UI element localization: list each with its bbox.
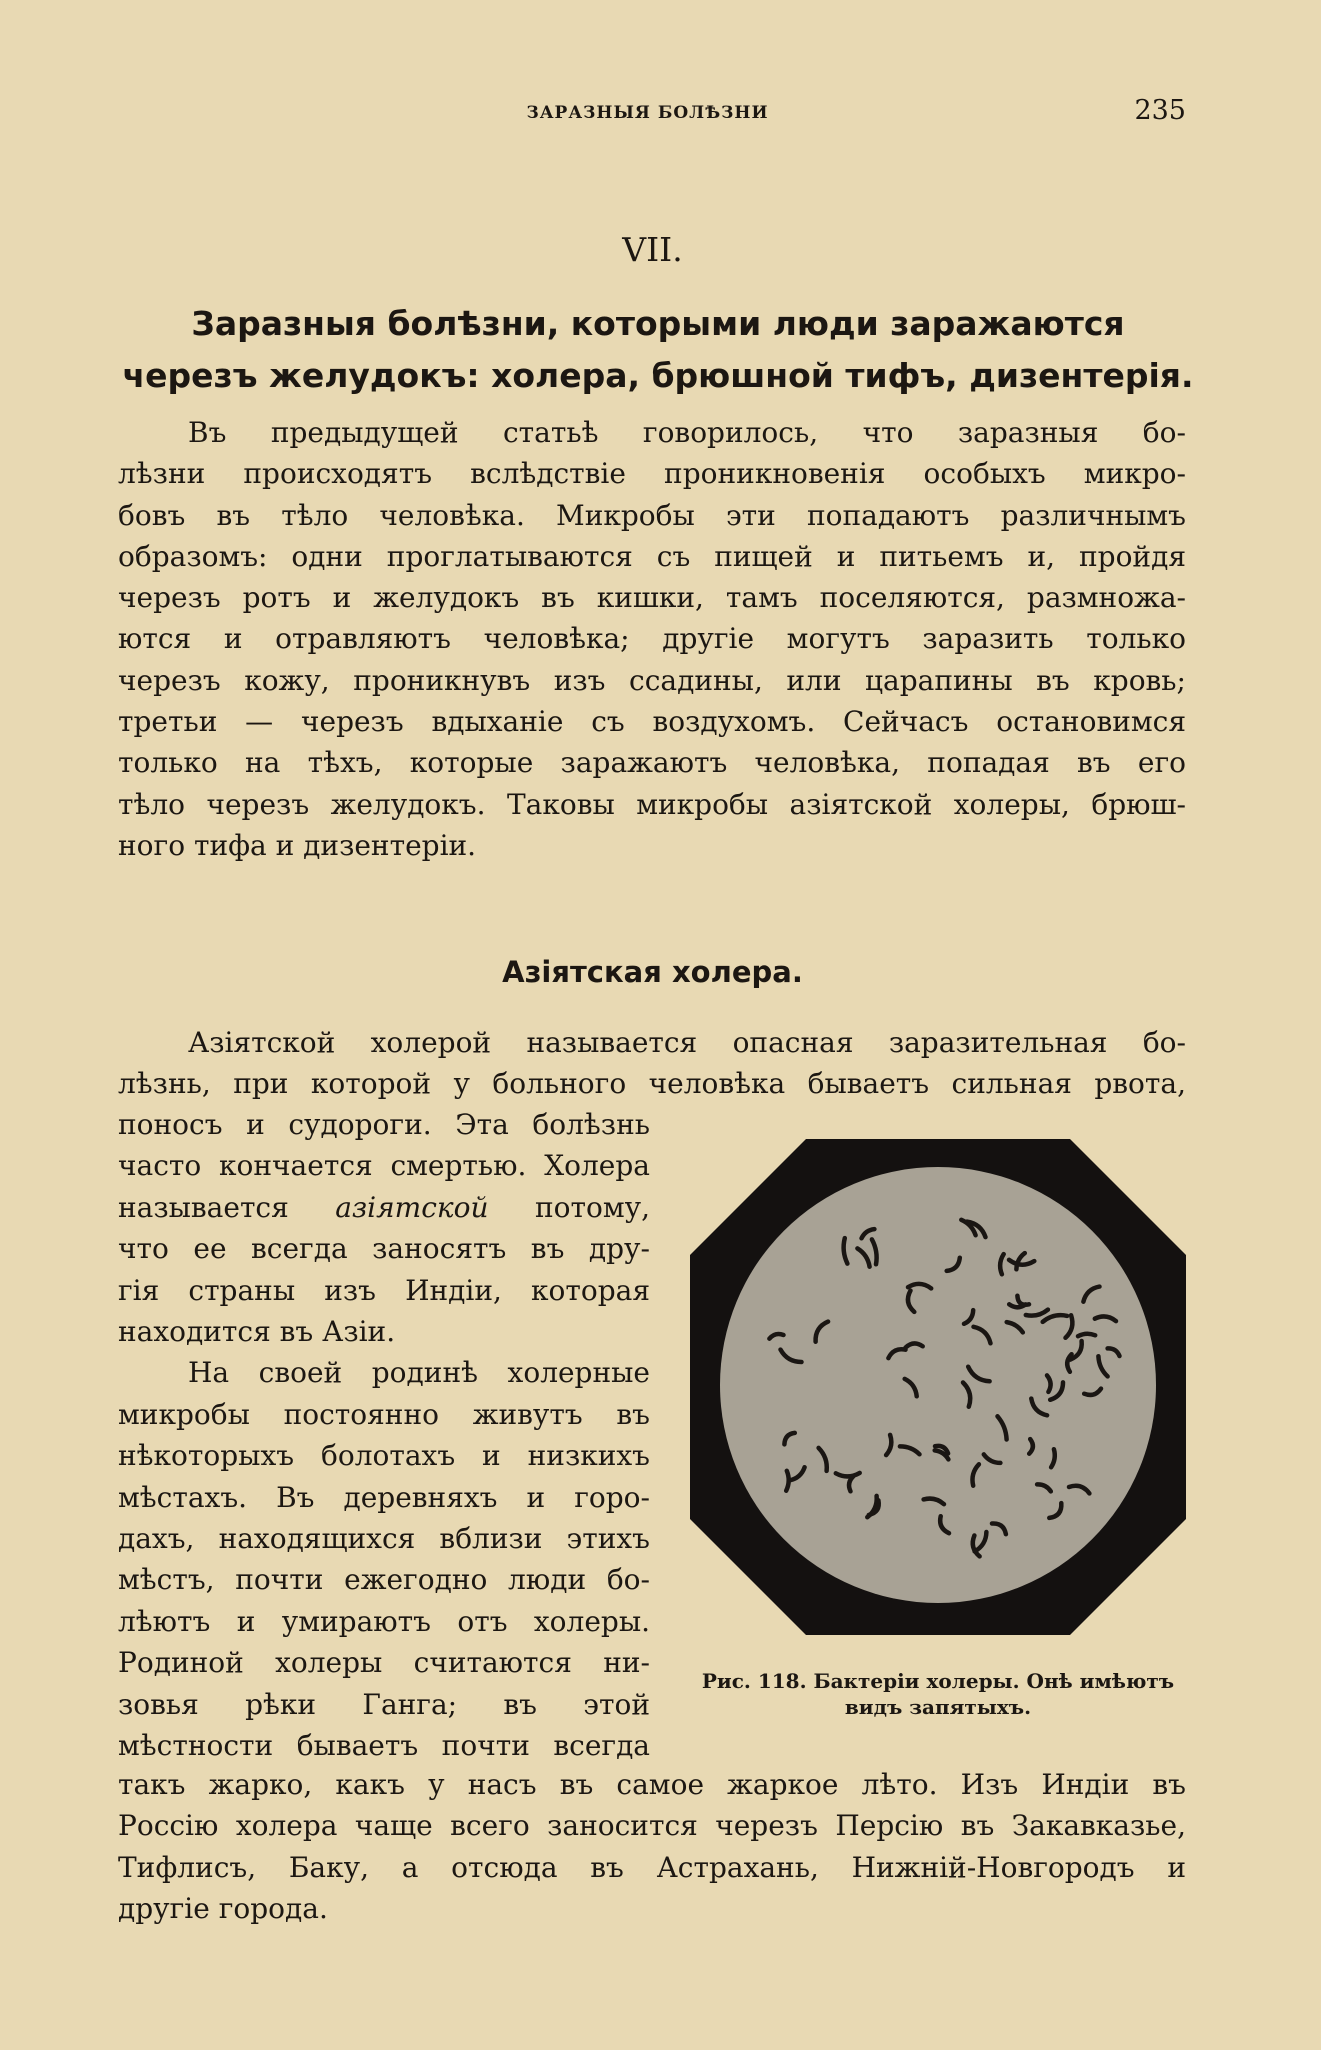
text-line: лѣютъ и умираютъ отъ холеры. xyxy=(118,1604,650,1638)
chapter-title-line: черезъ желудокъ: холера, брюшной тифъ, дизентерія. xyxy=(122,356,1194,395)
text-line: только на тѣхъ, которые заражаютъ человѣка, попадая въ его xyxy=(118,746,1186,780)
text-line: бовъ въ тѣло человѣка. Микробы эти попадаютъ различнымъ xyxy=(118,498,1186,532)
text-line: Родиной холеры считаются ни- xyxy=(118,1646,650,1680)
text-line: зовья рѣки Ганга; въ этой xyxy=(118,1687,650,1721)
italic-term: азіятской xyxy=(335,1190,489,1224)
text-line: Азіятской холерой называется опасная заразительная бо- xyxy=(188,1026,1186,1059)
text-line: часто кончается смертью. Холера xyxy=(118,1149,650,1183)
text-line: лѣзни происходятъ вслѣдствіе проникновенія особыхъ микро- xyxy=(118,457,1186,491)
page-number: 235 xyxy=(1134,95,1186,126)
cholera-bacteria-figure xyxy=(688,1137,1188,1637)
text-line: Россію холера чаще всего заносится черезъ Персію въ Закавказье, xyxy=(118,1809,1186,1843)
caption-line: Рис. 118. Бактеріи холеры. Онѣ имѣютъ xyxy=(701,1669,1175,1693)
text-line: гія страны изъ Индіи, которая xyxy=(118,1273,650,1307)
cholera-paragraph-start xyxy=(118,1022,1186,1105)
text-line: ются и отравляютъ человѣка; другіе могутъ заразить только xyxy=(118,622,1186,656)
microscope-illustration xyxy=(688,1137,1188,1637)
microscope-field xyxy=(720,1167,1156,1603)
text-line: мѣстахъ. Въ деревняхъ и горо- xyxy=(118,1480,650,1514)
wrapped-text-column xyxy=(118,1104,650,1767)
text-line: другіе города. xyxy=(118,1891,328,1925)
text-line: такъ жарко, какъ у насъ въ самое жаркое лѣто. Изъ Индіи въ xyxy=(118,1768,1186,1801)
text-line: На своей родинѣ холерные xyxy=(188,1356,650,1390)
subheading: Азіятская холера. xyxy=(502,955,803,989)
text-line: дахъ, находящихся вблизи этихъ xyxy=(118,1522,650,1556)
intro-paragraph xyxy=(118,412,1186,866)
text-line: что ее всегда заносятъ въ дру- xyxy=(118,1232,650,1266)
section-number: VII. xyxy=(622,230,683,269)
cholera-paragraph-end xyxy=(118,1764,1186,1929)
figure-caption xyxy=(682,1668,1194,1720)
text-line: нѣкоторыхъ болотахъ и низкихъ xyxy=(118,1439,650,1473)
text-line: образомъ: одни проглатываются съ пищей и питьемъ и, пройдя xyxy=(118,539,1186,573)
caption-line: видъ запятыхъ. xyxy=(844,1695,1032,1719)
text-line: микробы постоянно живутъ въ xyxy=(118,1397,650,1431)
text-line: Тифлисъ, Баку, а отсюда въ Астрахань, Нижній-Новгородъ и xyxy=(118,1850,1186,1884)
text-line: тѣло черезъ желудокъ. Таковы микробы азіятской холеры, брюш- xyxy=(118,787,1186,821)
text-fragment: потому, xyxy=(488,1190,650,1224)
text-line: черезъ кожу, проникнувъ изъ ссадины, или царапины въ кровь; xyxy=(118,663,1186,697)
text-line: Въ предыдущей статьѣ говорилось, что заразныя бо- xyxy=(188,416,1186,449)
text-line: черезъ ротъ и желудокъ въ кишки, тамъ поселяются, размножа- xyxy=(118,581,1186,615)
chapter-title xyxy=(118,298,1198,402)
text-line: находится въ Азіи. xyxy=(118,1315,396,1349)
running-header: ЗАРАЗНЫЯ БОЛѢЗНИ xyxy=(526,103,769,123)
text-line: лѣзнь, при которой у больного человѣка бываетъ сильная рвота, xyxy=(118,1067,1186,1101)
text-line: третьи — черезъ вдыханіе съ воздухомъ. Сейчасъ остановимся xyxy=(118,705,1186,739)
chapter-title-line: Заразныя болѣзни, которыми люди заражаются xyxy=(191,304,1125,343)
text-line: мѣстности бываетъ почти всегда xyxy=(118,1729,650,1763)
text-line xyxy=(118,1187,650,1228)
text-line: поносъ и судороги. Эта болѣзнь xyxy=(118,1108,650,1141)
text-line: ного тифа и дизентеріи. xyxy=(118,828,477,862)
text-fragment: называется xyxy=(118,1190,336,1224)
bacterium-shape xyxy=(1078,1334,1095,1337)
text-line: мѣстъ, почти ежегодно люди бо- xyxy=(118,1563,650,1597)
